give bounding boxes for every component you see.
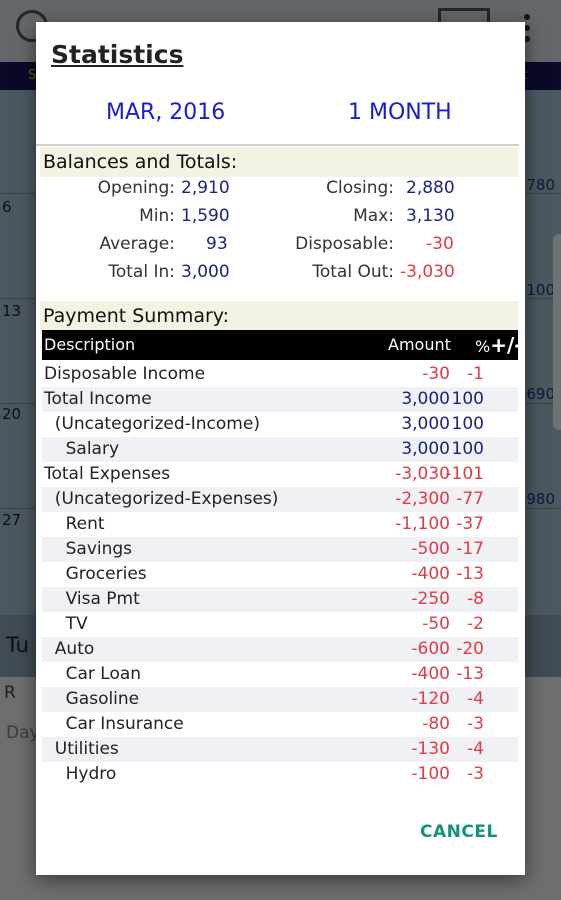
table-row[interactable] — [42, 712, 518, 737]
row-percent: -4 — [467, 739, 484, 759]
row-percent: -13 — [456, 664, 484, 684]
row-percent: -17 — [456, 539, 484, 559]
row-description: Utilities — [44, 739, 119, 759]
row-amount: 3,000 — [401, 439, 450, 459]
row-amount: -130 — [411, 739, 450, 759]
table-row[interactable] — [42, 487, 518, 512]
row-percent: -101 — [445, 464, 484, 484]
row-description: Auto — [44, 639, 95, 659]
row-description: Disposable Income — [44, 364, 206, 384]
row-description: Salary — [44, 439, 120, 459]
column-header-description[interactable]: Description — [44, 335, 136, 354]
row-percent: 100 — [451, 439, 484, 459]
row-description: Rent — [44, 514, 105, 534]
min-label: Min: — [139, 206, 175, 226]
average-label: Average: — [99, 234, 175, 254]
table-row[interactable] — [42, 662, 518, 687]
summary-table — [42, 362, 518, 787]
row-percent: -1 — [467, 364, 484, 384]
sign-symbol: +/- — [490, 333, 523, 357]
row-amount: -500 — [411, 539, 450, 559]
row-percent: 100 — [451, 414, 484, 434]
row-amount: -2,300 — [395, 489, 450, 509]
row-amount: -400 — [411, 664, 450, 684]
table-row[interactable] — [42, 637, 518, 662]
max-label: Max: — [353, 206, 394, 226]
table-row[interactable] — [42, 537, 518, 562]
row-percent: -4 — [467, 689, 484, 709]
row-percent: -37 — [456, 514, 484, 534]
table-row[interactable] — [42, 412, 518, 437]
table-row[interactable] — [42, 462, 518, 487]
row-amount: 3,000 — [401, 389, 450, 409]
row-amount: 3,000 — [401, 414, 450, 434]
total-out-label: Total Out: — [312, 262, 394, 282]
row-amount: -50 — [422, 614, 450, 634]
row-description: TV — [44, 614, 88, 634]
row-description: Total Expenses — [44, 464, 171, 484]
disposable-label: Disposable: — [295, 234, 394, 254]
statistics-dialog — [36, 22, 525, 875]
row-percent: -3 — [467, 764, 484, 784]
row-description: Hydro — [44, 764, 117, 784]
closing-value: 2,880 — [406, 178, 455, 198]
row-amount: -400 — [411, 564, 450, 584]
row-amount: -100 — [411, 764, 450, 784]
closing-label: Closing: — [326, 178, 394, 198]
column-header-percent[interactable] — [475, 330, 523, 362]
row-percent: -77 — [456, 489, 484, 509]
divider — [36, 144, 519, 146]
table-row[interactable] — [42, 362, 518, 387]
table-row[interactable] — [42, 687, 518, 712]
opening-label: Opening: — [97, 178, 175, 198]
cancel-button[interactable]: CANCEL — [420, 822, 498, 842]
row-amount: -250 — [411, 589, 450, 609]
table-row[interactable] — [42, 562, 518, 587]
total-in-value: 3,000 — [181, 262, 230, 282]
row-description: Gasoline — [44, 689, 140, 709]
balance-row — [36, 206, 525, 233]
table-row[interactable] — [42, 387, 518, 412]
table-row[interactable] — [42, 612, 518, 637]
max-value: 3,130 — [406, 206, 455, 226]
balance-row — [36, 262, 525, 289]
row-percent: -2 — [467, 614, 484, 634]
opening-value: 2,910 — [181, 178, 230, 198]
payment-summary-heading: Payment Summary: — [40, 301, 518, 331]
row-amount: -30 — [422, 364, 450, 384]
row-percent: -8 — [467, 589, 484, 609]
row-description: (Uncategorized-Income) — [44, 414, 260, 434]
row-description: Car Loan — [44, 664, 142, 684]
row-amount: -3,030 — [395, 464, 450, 484]
column-header-amount[interactable]: Amount — [388, 335, 451, 354]
table-row[interactable] — [42, 512, 518, 537]
period-length[interactable]: 1 MONTH — [348, 100, 452, 125]
row-percent: -20 — [456, 639, 484, 659]
total-out-value: -3,030 — [400, 262, 455, 282]
average-value: 93 — [206, 234, 228, 254]
row-amount: -1,100 — [395, 514, 450, 534]
dialog-title: Statistics — [51, 40, 184, 69]
row-percent: -3 — [467, 714, 484, 734]
percent-symbol: % — [475, 337, 491, 356]
table-header — [42, 330, 523, 360]
row-amount: -120 — [411, 689, 450, 709]
table-row[interactable] — [42, 437, 518, 462]
row-percent: 100 — [451, 389, 484, 409]
row-amount: -80 — [422, 714, 450, 734]
row-description: Total Income — [44, 389, 152, 409]
min-value: 1,590 — [181, 206, 230, 226]
disposable-value: -30 — [426, 234, 454, 254]
table-row[interactable] — [42, 762, 518, 787]
table-row[interactable] — [42, 587, 518, 612]
balances-heading: Balances and Totals: — [40, 147, 518, 177]
period-date[interactable]: MAR, 2016 — [106, 100, 226, 125]
row-description: Groceries — [44, 564, 147, 584]
total-in-label: Total In: — [108, 262, 175, 282]
row-amount: -600 — [411, 639, 450, 659]
balance-row — [36, 178, 525, 205]
row-description: (Uncategorized-Expenses) — [44, 489, 279, 509]
row-percent: -13 — [456, 564, 484, 584]
table-row[interactable] — [42, 737, 518, 762]
row-description: Visa Pmt — [44, 589, 140, 609]
balance-row — [36, 234, 525, 261]
row-description: Car Insurance — [44, 714, 184, 734]
row-description: Savings — [44, 539, 133, 559]
